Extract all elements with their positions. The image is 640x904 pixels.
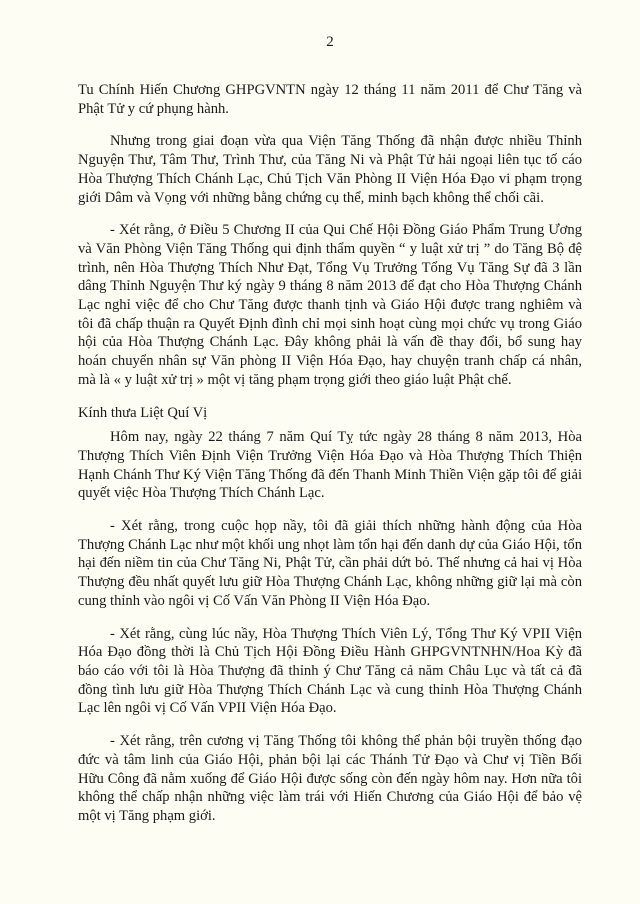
paragraph-7: - Xét rằng, cùng lúc nầy, Hòa Thượng Thích Viên Lý, Tổng Thư Ký VPII Viện Hóa Đạo đồng thời là Chủ Tịch Hội Đồng Điều Hành GHPGVNTNHN/Hoa Kỳ đã báo cáo với tôi là Hòa Thượng đã thỉnh ý Chư Tăng cả năm Châu Lục và tất cả đã đồng tình lưu giữ Hòa Thượng Thích Chánh Lạc và cung thỉnh Hòa Thượng Chánh Lạc lên ngôi vị Cố Vấn VPII Viện Hóa Đạo. [78, 625, 582, 717]
paragraph-6: - Xét rằng, trong cuộc họp nầy, tôi đã giải thích những hành động của Hòa Thượng Chánh Lạc như một khối ung nhọt làm tổn hại đến danh dự của Giáo Hội, tổn hại đến niềm tin của Chư Tăng Ni, Phật Tử, cần phải dứt bỏ. Thế nhưng cả hai vị Hòa Thượng đều nhất quyết lưu giữ Hòa Thượng Chánh Lạc, không những giữ lại mà còn cung thỉnh vào ngôi vị Cố Vấn Văn Phòng II Viện Hóa Đạo. [78, 518, 582, 609]
salutation: Kính thưa Liệt Quí Vị [78, 404, 208, 421]
paragraph-3: - Xét rằng, ở Điều 5 Chương II của Qui Chế Hội Đồng Giáo Phẩm Trung Ương và Văn Phòng Viện Tăng Thống qui định thẩm quyền “ y luật xử trị ” do Tăng Bộ đệ trình, nên Hòa Thượng Thích Như Đạt, Tổng Vụ Trưởng Tổng Vụ Tăng Sự đã 3 lần dâng Thỉnh Nguyện Thư ký ngày 9 tháng 8 năm 2013 để đạt cho Hòa Thượng Chánh Lạc nghỉ việc để cho Chư Tăng được thanh tịnh và Giáo Hội được trang nghiêm và tôi đã chấp thuận ra Quyết Định đình chỉ mọi sinh hoạt cùng mọi chức vụ trong Giáo hội của Hòa Thượng Chánh Lạc. Đây không phải là vấn đề thay đổi, bổ sung hay hoán chuyển nhân sự Văn phòng II Viện Hóa Đạo, hay chuyện tranh chấp cá nhân, mà là « y luật xử trị » một vị tăng phạm trọng giới theo giáo luật Phật chế. [78, 222, 582, 388]
paragraph-8: - Xét rằng, trên cương vị Tăng Thống tôi không thể phản bội truyền thống đạo đức và tâm linh của Giáo Hội, phản bội lại các Thánh Tử Đạo và Chư vị Tiền Bối Hữu Công đã nằm xuống để Giáo Hội được sống còn đến ngày hôm nay. Hơn nữa tôi không thể chấp nhận những việc làm trái với Hiến Chương của Giáo Hội để bảo vệ một vị Tăng phạm giới. [78, 733, 582, 824]
paragraph-1: Tu Chính Hiến Chương GHPGVNTN ngày 12 tháng 11 năm 2011 để Chư Tăng và Phật Tử y cứ phụng hành. [78, 82, 582, 117]
paragraph-5: Hôm nay, ngày 22 tháng 7 năm Quí Tỵ tức ngày 28 tháng 8 năm 2013, Hòa Thượng Thích Viên Định Viện Trưởng Viện Hóa Đạo và Hòa Thượng Thích Thiện Hạnh Chánh Thư Ký Viện Tăng Thống đã đến Thanh Minh Thiền Viện gặp tôi để giải quyết việc Hòa Thượng Thích Chánh Lạc. [78, 429, 582, 502]
page-number: 2 [326, 34, 334, 50]
paragraph-2: Nhưng trong giai đoạn vừa qua Viện Tăng Thống đã nhận được nhiều Thỉnh Nguyện Thư, Tâm Thư, Trình Thư, của Tăng Ni và Phật Tử hải ngoại liên tục tố cáo Hòa Thượng Thích Chánh Lạc, Chủ Tịch Văn Phòng II Viện Hóa Đạo vi phạm trọng giới Dâm và Vọng với những bằng chứng cụ thể, minh bạch không thể chối cãi. [78, 133, 582, 206]
